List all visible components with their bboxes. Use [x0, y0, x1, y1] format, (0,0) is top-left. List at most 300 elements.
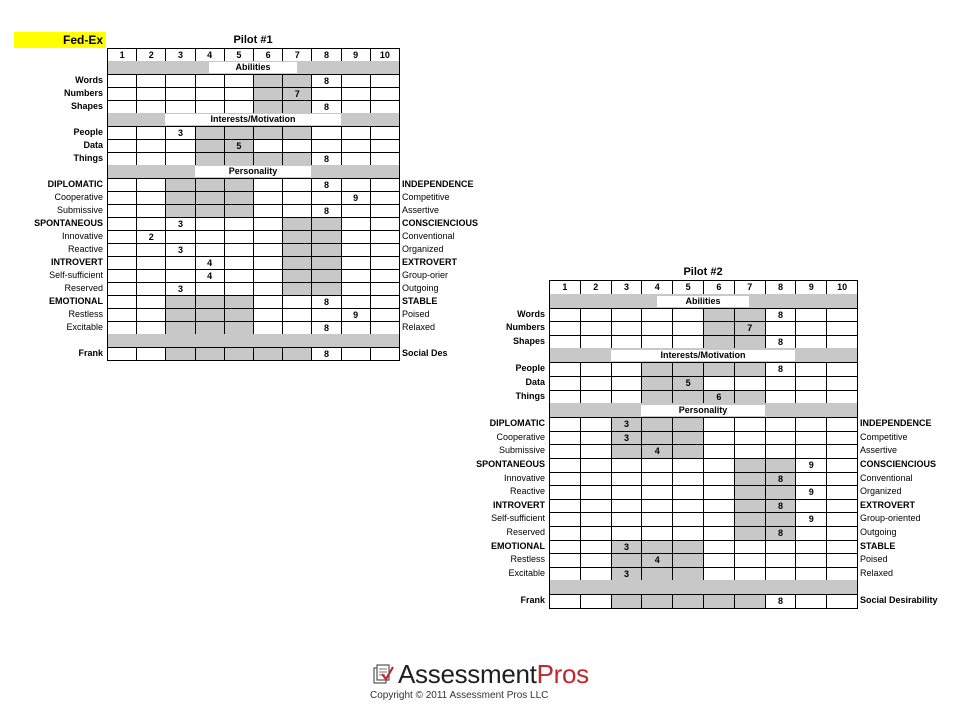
score-cell [370, 308, 400, 322]
section-header: Interests/Motivation [165, 114, 340, 125]
score-cell [341, 178, 371, 192]
score-cell: 9 [795, 512, 827, 527]
score-cell [136, 282, 166, 296]
score-cell [311, 191, 341, 205]
row-label-left: Reserved [506, 527, 545, 537]
assessment-pros-logo [372, 660, 589, 688]
score-cell [195, 191, 225, 205]
score-cell [107, 87, 137, 101]
score-cell [641, 308, 673, 323]
score-cell [826, 417, 858, 432]
score-cell [224, 347, 254, 361]
score-cell: 8 [765, 335, 797, 350]
score-cell [672, 308, 704, 323]
score-cell [641, 540, 673, 555]
score-cell [611, 512, 643, 527]
score-cell [549, 499, 581, 514]
score-cell [580, 540, 612, 555]
score-cell [765, 431, 797, 446]
score-cell: 9 [795, 458, 827, 473]
row-label-right: Assertive [402, 205, 440, 215]
score-cell [282, 321, 312, 335]
row-label-left: Words [517, 308, 545, 319]
column-header: 6 [253, 48, 283, 62]
score-cell [370, 74, 400, 88]
score-cell [549, 308, 581, 323]
score-cell [341, 230, 371, 244]
score-cell: 9 [341, 308, 371, 322]
score-cell [795, 540, 827, 555]
score-cell [165, 230, 195, 244]
row-label-right: EXTROVERT [860, 499, 916, 510]
score-cell [734, 512, 766, 527]
score-cell [611, 376, 643, 391]
section-header: Abilities [657, 296, 749, 307]
score-cell [107, 321, 137, 335]
score-cell: 8 [311, 204, 341, 218]
score-cell [641, 362, 673, 377]
score-cell [672, 526, 704, 541]
row-label-left: Reactive [509, 486, 545, 497]
row-label-left: Shapes [512, 335, 545, 346]
score-cell: 8 [765, 308, 797, 323]
score-cell [703, 321, 735, 336]
score-cell [641, 472, 673, 487]
score-cell [826, 458, 858, 473]
score-cell [136, 139, 166, 153]
score-cell [641, 335, 673, 350]
score-cell [734, 308, 766, 323]
score-cell [611, 499, 643, 514]
score-cell [580, 526, 612, 541]
score-cell: 3 [611, 540, 643, 555]
section-band [107, 334, 400, 347]
score-cell [549, 485, 581, 500]
score-cell [165, 100, 195, 114]
score-cell: 9 [795, 485, 827, 500]
score-cell [253, 347, 283, 361]
row-label-right: Competitive [402, 192, 450, 202]
row-label-left: Words [75, 75, 103, 85]
score-cell [195, 74, 225, 88]
score-cell: 3 [611, 567, 643, 582]
score-cell [107, 152, 137, 166]
score-cell [734, 594, 766, 609]
score-cell [734, 417, 766, 432]
row-label-right: Social Des [402, 348, 448, 358]
score-cell [224, 256, 254, 270]
score-cell [826, 444, 858, 459]
row-label-left: Restless [510, 554, 545, 565]
score-cell [195, 308, 225, 322]
score-cell [253, 100, 283, 114]
score-cell [165, 308, 195, 322]
row-label-left: SPONTANEOUS [34, 218, 103, 228]
score-cell [672, 553, 704, 568]
score-cell [734, 444, 766, 459]
score-cell [826, 567, 858, 582]
row-label-left: Self-sufficient [491, 513, 545, 524]
score-cell [734, 567, 766, 582]
score-cell [253, 204, 283, 218]
score-cell [734, 499, 766, 514]
score-cell [311, 126, 341, 140]
score-cell [795, 472, 827, 487]
score-cell [703, 567, 735, 582]
score-cell: 7 [282, 87, 312, 101]
row-label-right: Poised [860, 554, 888, 565]
score-cell [795, 444, 827, 459]
score-cell [224, 243, 254, 257]
score-cell [611, 321, 643, 336]
row-label-right: INDEPENDENCE [402, 179, 474, 189]
score-cell [703, 553, 735, 568]
column-header: 8 [311, 48, 341, 62]
row-label-left: People [73, 127, 103, 137]
score-cell [672, 594, 704, 609]
score-cell [549, 526, 581, 541]
score-cell [549, 390, 581, 405]
score-cell [580, 567, 612, 582]
score-cell [341, 321, 371, 335]
row-label-right: Organized [860, 486, 902, 497]
score-cell [370, 282, 400, 296]
score-cell [311, 308, 341, 322]
row-label-left: Excitable [66, 322, 103, 332]
score-cell [580, 512, 612, 527]
logo-text: AssessmentPros [398, 658, 589, 689]
column-header: 7 [734, 280, 766, 295]
score-cell [765, 567, 797, 582]
row-label-right: Assertive [860, 445, 898, 456]
score-cell [672, 362, 704, 377]
row-label-left: Innovative [503, 472, 545, 483]
score-cell [282, 191, 312, 205]
row-label-right: Organized [402, 244, 444, 254]
row-label-left: EMOTIONAL [491, 540, 545, 551]
score-cell [136, 295, 166, 309]
row-label-left: Self-sufficient [49, 270, 103, 280]
score-cell [370, 100, 400, 114]
score-cell [224, 308, 254, 322]
score-cell [734, 472, 766, 487]
score-cell [641, 485, 673, 500]
score-cell [611, 553, 643, 568]
score-cell [672, 540, 704, 555]
score-cell [672, 499, 704, 514]
score-cell [765, 485, 797, 500]
score-cell [611, 362, 643, 377]
score-cell [765, 458, 797, 473]
score-cell [611, 472, 643, 487]
score-cell: 3 [611, 431, 643, 446]
score-cell [611, 526, 643, 541]
row-label-left: Restless [68, 309, 103, 319]
score-cell [795, 431, 827, 446]
row-label-left: Cooperative [54, 192, 103, 202]
score-cell: 4 [641, 444, 673, 459]
score-cell [253, 178, 283, 192]
score-cell [253, 269, 283, 283]
score-cell [795, 376, 827, 391]
score-cell [224, 269, 254, 283]
score-cell [734, 431, 766, 446]
section-header: Personality [641, 405, 764, 416]
score-cell [165, 347, 195, 361]
row-label-left: Things [73, 153, 103, 163]
score-cell [549, 567, 581, 582]
score-cell [826, 472, 858, 487]
row-label-left: People [515, 363, 545, 374]
column-header: 3 [165, 48, 195, 62]
row-label-right: Conventional [402, 231, 455, 241]
score-cell [795, 308, 827, 323]
score-cell [107, 308, 137, 322]
score-cell [826, 540, 858, 555]
row-label-left: Reactive [67, 244, 103, 254]
score-cell [672, 472, 704, 487]
score-cell [672, 390, 704, 405]
score-cell: 3 [165, 126, 195, 140]
row-label-right: Outgoing [860, 527, 897, 537]
row-label-right: STABLE [860, 540, 896, 551]
score-cell [224, 217, 254, 231]
score-cell [195, 204, 225, 218]
score-cell [136, 74, 166, 88]
score-cell: 9 [341, 191, 371, 205]
score-cell [826, 485, 858, 500]
score-cell [611, 335, 643, 350]
score-cell [136, 256, 166, 270]
score-cell [136, 308, 166, 322]
score-cell [734, 553, 766, 568]
score-cell [580, 376, 612, 391]
score-cell [641, 458, 673, 473]
score-cell [580, 321, 612, 336]
score-cell [580, 472, 612, 487]
score-cell [370, 126, 400, 140]
score-cell [165, 204, 195, 218]
score-cell [165, 256, 195, 270]
row-label-left: INTROVERT [50, 257, 103, 267]
score-cell [641, 499, 673, 514]
score-cell [795, 499, 827, 514]
score-cell [136, 347, 166, 361]
score-cell [107, 347, 137, 361]
score-cell [136, 243, 166, 257]
score-cell [641, 417, 673, 432]
score-cell [311, 87, 341, 101]
score-cell [703, 417, 735, 432]
score-cell [253, 217, 283, 231]
score-cell [224, 126, 254, 140]
column-header: 4 [641, 280, 673, 295]
score-cell [826, 390, 858, 405]
score-cell [641, 567, 673, 582]
score-cell [734, 335, 766, 350]
row-label-right: Relaxed [402, 322, 436, 332]
column-header: 3 [611, 280, 643, 295]
row-label-right: Group-oriented [860, 513, 921, 524]
score-cell [136, 191, 166, 205]
score-cell [165, 321, 195, 335]
column-header: 10 [370, 48, 400, 62]
score-cell [107, 178, 137, 192]
score-cell [641, 594, 673, 609]
score-cell [611, 308, 643, 323]
score-cell [549, 458, 581, 473]
score-cell [370, 243, 400, 257]
score-cell: 3 [165, 217, 195, 231]
row-label-left: Excitable [508, 567, 545, 578]
row-label-left: Frank [520, 595, 545, 605]
row-label-right: Relaxed [860, 567, 894, 578]
score-cell [370, 347, 400, 361]
row-label-left: Frank [78, 348, 103, 358]
score-cell [734, 526, 766, 541]
row-label-right: Social Desirability [860, 595, 938, 605]
score-cell [195, 139, 225, 153]
row-label-right: CONSCIENCIOUS [402, 218, 479, 228]
score-cell [165, 139, 195, 153]
score-cell [549, 553, 581, 568]
row-label-left: Reserved [64, 283, 103, 293]
score-cell [253, 139, 283, 153]
score-cell [826, 321, 858, 336]
score-cell [703, 335, 735, 350]
score-cell [282, 269, 312, 283]
score-cell [253, 191, 283, 205]
score-cell [703, 540, 735, 555]
row-label-left: DIPLOMATIC [47, 179, 103, 189]
column-header: 9 [795, 280, 827, 295]
score-cell [765, 444, 797, 459]
score-cell [165, 191, 195, 205]
score-cell [195, 100, 225, 114]
score-cell [370, 230, 400, 244]
score-cell [311, 282, 341, 296]
score-cell [703, 444, 735, 459]
score-cell [224, 100, 254, 114]
score-cell [341, 295, 371, 309]
score-cell [341, 139, 371, 153]
score-cell: 8 [311, 347, 341, 361]
score-cell [734, 485, 766, 500]
score-cell [253, 256, 283, 270]
score-cell [549, 594, 581, 609]
score-cell [795, 335, 827, 350]
score-cell [165, 269, 195, 283]
column-header: 7 [282, 48, 312, 62]
score-cell [672, 444, 704, 459]
score-cell [107, 100, 137, 114]
score-cell [224, 321, 254, 335]
score-cell [311, 243, 341, 257]
score-cell [253, 126, 283, 140]
column-header: 10 [826, 280, 858, 295]
score-cell [370, 269, 400, 283]
score-cell [282, 178, 312, 192]
score-cell [282, 308, 312, 322]
score-cell [107, 282, 137, 296]
score-cell [672, 458, 704, 473]
score-cell [580, 444, 612, 459]
score-cell [580, 485, 612, 500]
score-cell [795, 567, 827, 582]
row-label-right: Conventional [860, 472, 913, 483]
score-cell [641, 431, 673, 446]
score-cell [107, 256, 137, 270]
score-cell: 3 [611, 417, 643, 432]
score-cell [549, 417, 581, 432]
score-cell [765, 540, 797, 555]
score-cell [341, 243, 371, 257]
score-cell [826, 335, 858, 350]
score-cell [580, 308, 612, 323]
score-cell [136, 204, 166, 218]
score-cell: 3 [165, 282, 195, 296]
score-cell [341, 217, 371, 231]
score-cell [224, 178, 254, 192]
score-cell [311, 230, 341, 244]
score-cell [136, 321, 166, 335]
score-cell [282, 282, 312, 296]
score-cell [282, 347, 312, 361]
score-cell [795, 594, 827, 609]
score-cell [107, 139, 137, 153]
score-cell [795, 553, 827, 568]
score-cell [282, 100, 312, 114]
score-cell [549, 431, 581, 446]
score-cell [549, 444, 581, 459]
score-cell [703, 485, 735, 500]
score-cell [826, 526, 858, 541]
score-cell [165, 295, 195, 309]
score-cell [224, 87, 254, 101]
score-cell [672, 335, 704, 350]
score-cell [282, 139, 312, 153]
score-cell [282, 243, 312, 257]
score-cell [341, 100, 371, 114]
row-label-right: CONSCIENCIOUS [860, 459, 937, 469]
score-cell [282, 230, 312, 244]
score-cell [672, 321, 704, 336]
score-cell [641, 376, 673, 391]
score-cell [136, 178, 166, 192]
score-cell [136, 87, 166, 101]
score-cell [549, 540, 581, 555]
score-cell [253, 321, 283, 335]
row-label-right: Group-orier [402, 270, 449, 280]
score-cell [580, 499, 612, 514]
score-cell [672, 567, 704, 582]
score-cell [580, 431, 612, 446]
score-cell [341, 347, 371, 361]
score-cell [765, 390, 797, 405]
score-cell [641, 526, 673, 541]
score-cell [195, 178, 225, 192]
score-cell [703, 431, 735, 446]
score-cell [734, 362, 766, 377]
row-label-left: Shapes [70, 101, 103, 111]
score-cell [282, 217, 312, 231]
score-cell [370, 204, 400, 218]
score-cell [703, 512, 735, 527]
score-cell [734, 458, 766, 473]
score-cell [282, 126, 312, 140]
score-cell [611, 390, 643, 405]
score-cell [580, 335, 612, 350]
